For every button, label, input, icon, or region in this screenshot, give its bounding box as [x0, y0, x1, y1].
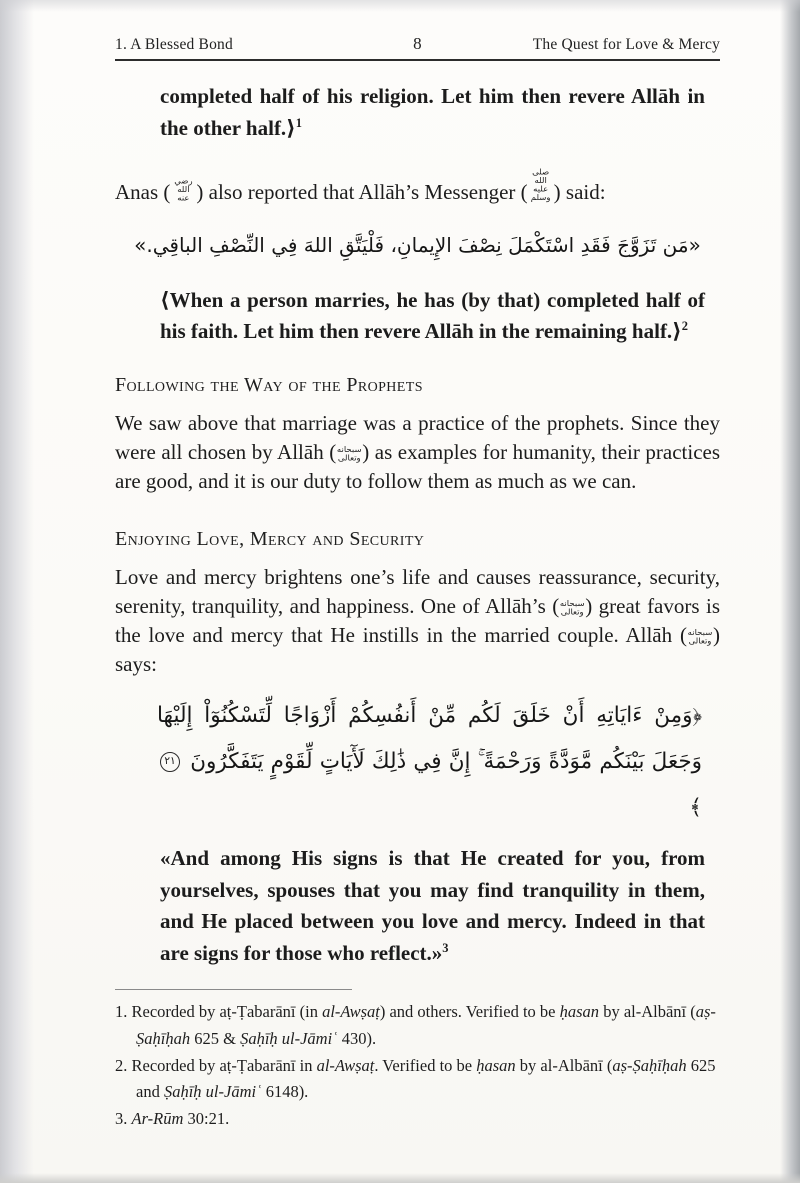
- italic-title: ḥasan: [559, 1002, 600, 1022]
- honorific-arabic: سبحانه وتعالى: [687, 628, 713, 647]
- italic-title: Ṣaḥīḥ ul-Jāmiʿ: [240, 1028, 338, 1048]
- honorific-arabic: سبحانه وتعالى: [559, 599, 585, 618]
- scan-edge-right: [780, 0, 800, 1183]
- paragraph-enjoying-love: Love and mercy brightens one’s life and causes reassurance, security, serenity, tranquility, and happiness. One of Allāh’s (سبحانه وتعالى) great favors is the love and mercy that He instills in the married couple. Allāh (سبحانه وتعالى) says:: [115, 564, 720, 676]
- footnotes-section: [115, 989, 720, 1133]
- hadith-quote-continued: completed half of his religion. Let him then revere Allāh in the other half.⟩$^1$: [160, 84, 705, 140]
- honorific-arabic: صلى الله عليه وسلم: [530, 167, 551, 203]
- section-heading-enjoying-love: Enjoying Love, Mercy and Security: [115, 527, 425, 550]
- scan-edge-top: [0, 0, 800, 12]
- anas-paragraph: Anas ( رضي الله عنه ) also reported that Allāh’s Messenger (صلى الله عليه وسلم ) said:: [115, 167, 606, 204]
- quran-verse-arabic: ﴿وَمِنْ ءَايَاتِهِ أَنْ خَلَقَ لَكُم مِّنْ أَنفُسِكُمْ أَزْوَاجًا لِّتَسْكُنُوٓاْ إِلَيْهَا وَجَعَلَ بَيْنَكُم مَّوَدَّةً وَرَحْمَةً ۚ إِنَّ فِي ذَٰلِكَ لَأٓيَاتٍ لِّقَوْمٍ يَتَفَكَّرُونَ ٢١ ﴾: [157, 702, 702, 820]
- chapter-title: 1. A Blessed Bond: [115, 36, 233, 53]
- honorific-arabic: سبحانه وتعالى: [336, 445, 362, 464]
- italic-title: al-Awṣaṭ: [322, 1002, 380, 1022]
- quran-verse-translation-quote: «And among His signs is that He created for you, from yourselves, spouses that you may find tranquility in them, and He placed between you love and mercy. Indeed in that are signs for those who reflect.»$^3$: [160, 846, 705, 965]
- section-heading-following-the-way: Following the Way of the Prophets: [115, 373, 423, 396]
- page-header: [115, 34, 720, 61]
- footnote-2: 2. Recorded by aṭ-Ṭabarānī in al-Awṣaṭ. Verified to be ḥasan by al-Albānī (aṣ-Ṣaḥīḥah 625 and Ṣaḥīḥ ul-Jāmiʿ 6148).: [115, 1055, 716, 1102]
- footnote-1: 1. Recorded by aṭ-Ṭabarānī (in al-Awṣaṭ) and others. Verified to be ḥasan by al-Albānī (aṣ-Ṣaḥīḥah 625 & Ṣaḥīḥ ul-Jāmiʿ 430).: [115, 1002, 716, 1048]
- page-number: 8: [413, 34, 422, 53]
- footnote-separator-rule: [115, 989, 352, 990]
- italic-title: al-Awṣaṭ: [316, 1055, 375, 1075]
- italic-title: aṣ-Ṣaḥīḥah: [136, 1002, 716, 1048]
- footnote-ref: 2: [681, 319, 689, 334]
- honorific-arabic: رضي الله عنه: [174, 176, 193, 204]
- italic-title: Ar-Rūm: [131, 1109, 184, 1129]
- footnote-3: 3. Ar-Rūm 30:21.: [115, 1109, 230, 1129]
- italic-title: ḥasan: [476, 1055, 516, 1075]
- hadith-translation-quote: ⟨When a person marries, he has (by that) completed half of his faith. Let him then revere Allāh in the remaining half.⟩$^2$: [160, 287, 705, 344]
- footnote-ref: 1: [295, 115, 303, 130]
- italic-title: aṣ-Ṣaḥīḥah: [612, 1055, 687, 1075]
- paragraph-following-the-way: We saw above that marriage was a practice of the prophets. Since they were all chosen by Allāh (سبحانه وتعالى) as examples for humanity, their practices are good, and it is our duty to follow them as much as we can.: [115, 410, 721, 493]
- italic-title: Ṣaḥīḥ ul-Jāmiʿ: [163, 1082, 262, 1102]
- footnote-ref: 3: [442, 940, 449, 955]
- scan-edge-bottom: [0, 1173, 800, 1183]
- ayah-number-marker: ٢١: [160, 752, 180, 772]
- book-title: The Quest for Love & Mercy: [532, 36, 721, 53]
- hadith-arabic-text: «مَن تَزَوَّجَ فَقَدِ اسْتَكْمَلَ نِصْفَ الإِيمانِ، فَلْيَتَّقِ اللهَ فِي النِّصْفِ الباقِي.»: [134, 232, 701, 257]
- scan-edge-left: [0, 0, 34, 1183]
- page-content: [115, 34, 720, 1133]
